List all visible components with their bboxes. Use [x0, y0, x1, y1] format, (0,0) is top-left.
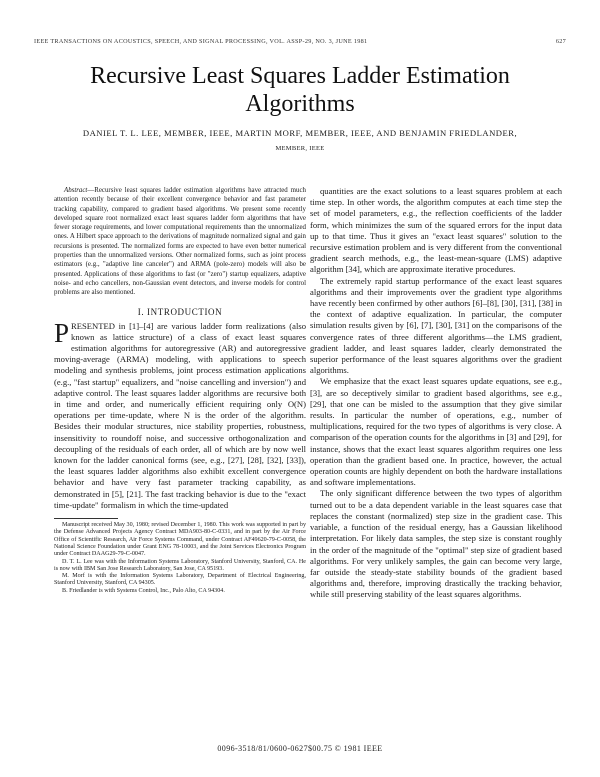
footnote-divider — [54, 518, 118, 519]
page-number: 627 — [555, 38, 566, 45]
author-line-1: DANIEL T. L. LEE, MEMBER, IEEE, MARTIN MORF, MEMBER, IEEE, AND BENJAMIN FRIEDLANDER, — [82, 128, 518, 138]
right-paragraph-2: The extremely rapid startup performance of the exact least squares algorithms and their improvements over the gradient type algorithms have recently been confirmed by other authors [6]–[8], [30], [31], [38] in the context of adaptive equalization. In particular, the computer simulation results given by [6], [7], [30], [31] on the comparisons of the convergence rates of three different algorithms—the LMS gradient, gradient ladder, and least squares ladder, clearly demonstrated the superior performance of the least squares algorithms over the gradient algorithms. — [310, 275, 562, 376]
author-line-2: MEMBER, IEEE — [275, 145, 325, 152]
running-header — [34, 38, 566, 50]
journal-citation: IEEE TRANSACTIONS ON ACOUSTICS, SPEECH, AND SIGNAL PROCESSING, VOL. ASSP-29, NO. 3, JUNE 1981 — [34, 38, 368, 45]
footnote-morf: M. Morf is with the Information Systems Laboratory, Department of Electrical Engineering, Stanford University, Stanford, CA 94305. — [54, 573, 306, 587]
footnote-friedlander: B. Friedlander is with Systems Control, Inc., Palo Alto, CA 94304. — [62, 587, 225, 594]
abstract-label: Abstract — [64, 187, 88, 194]
abstract — [54, 186, 306, 298]
author-block — [40, 126, 560, 156]
right-column — [310, 186, 562, 601]
intro-text: RESENTED in [1]–[4] are various ladder form realizations (also known as lattice structure) of a class of exact least squares estimation algorithms for autoregressive (AR) and autoregressive moving-average (ARMA) modeling, with applications to speech modeling and synthesis problems, joint process estimation applications (e.g., "fast startup" equalizers, and "noise cancelling and inversion") and adaptive control. The least squares ladder algorithms are recursive both in time and order, and numerically efficient requiring only O(N) operations per time-update, where N is the order of the algorithm. Besides their modular structures, nice stability properties, robustness, insensitivity to roundoff noise, and successive orthogonalization and decoupling of the residuals of each order, all of which are by now well known for the ladder canonical forms (see, e.g., [27], [28], [32], [33]), the least squares ladder algorithms also exhibit excellent convergence behavior and have very fast parameter tracking capability, as demonstrated in [5], [21]. The fast tracking behavior is due to the "exact time-update" formalism in which the time-updated — [54, 320, 306, 510]
right-paragraph-4: The only significant difference between the two types of algorithm turned out to be a data dependent variable in the least squares case that replaces the constant (normalized) step size in the gradient case. This variable, a function of the residual energy, has a Gaussian likelihood interpretation. For likely data samples, the step size is constant roughly in the order of the magnitude of the "optimal" step size of gradient based algorithms. For very unlikely samples, the gain can become very large, far outside the steady-state stability bounds of the gradient based algorithms and, therefore, improving drastically the tracking behavior, while still preserving stability of the least squares algorithms. — [310, 488, 562, 600]
footnote-lee: D. T. L. Lee was with the Information Systems Laboratory, Stanford University, Stanford, CA. He is now with IBM San Jose Research Laboratory, San Jose, CA 95193. — [54, 558, 306, 572]
intro-paragraph — [54, 317, 306, 511]
paper-title: Recursive Least Squares Ladder Estimation Algorithms — [90, 63, 510, 117]
drop-cap: P — [54, 317, 70, 348]
copyright-footer: 0096-3518/81/0600-0627$00.75 © 1981 IEEE — [217, 744, 383, 753]
footnote-manuscript: Manuscript received May 30, 1980; revised December 1, 1980. This work was supported in part by the Defense Advanced Projects Agency Contract MDA903-80-C-0331, and in part by the Air Force Office of Scientific Research, Air Force Systems Command, under Contract AF49620-79-C-0058, the National Science Foundation under Grant ENG 78-10003, and the Joint Services Electronics Program under Contract DAAG29-79-C-0047. — [54, 522, 306, 558]
section-heading-introduction: I. INTRODUCTION — [137, 306, 223, 317]
right-paragraph-1: quantities are the exact solutions to a least squares problem at each time step. In other words, the algorithm computes at each time step the set of model parameters, e.g., the reflection coefficients of the ladder form, which minimizes the sum of the squared errors for the input data up to that time. Thus it gives an "exact least squares" solution to the recursive estimation problem and is very different from the conventional gradient search methods, e.g., the least-mean-square (LMS) adaptive algorithm [34], which are approximate iterative procedures. — [310, 186, 562, 275]
abstract-text: —Recursive least squares ladder estimation algorithms have attracted much attention recently because of their excellent convergence behavior and fast parameter tracking capability, compared to gradient based algorithms. We present some recently developed square root normalized exact least squares ladder form algorithms that have fewer storage requirements, and lower computational requirements than the unnormalized ones. A Hilbert space approach to the derivations of magnitude normalized signal and gain recursions is presented. The normalized forms are expected to have even better numerical properties than the unnormalized versions. Other normalized forms, such as joint process estimators (e.g., "adaptive line canceler") and ARMA (pole-zero) models will also be presented. Applications of these algorithms to fast (or "zero") startup equalizers, adaptive noise- and echo cancellers, non-Gaussian event detectors, and inverse models for control problems are also mentioned. — [54, 187, 306, 297]
right-paragraph-3: We emphasize that the exact least squares update equations, see e.g., [3], are so deceptively similar to gradient based algorithms, see e.g., [29], that one can be misled to the assumption that they give similar results. In particular the number of operations, e.g., number of multiplications, required for the two types of algorithms is very close. A comparison of the operation counts for the algorithms in [3] and [29], for instance, shows that the exact least squares algorithm requires one less operation than the gradient based one. In practice, however, the actual operation counts are highly dependent on both the hardware installations and software implementations. — [310, 376, 562, 488]
left-column — [54, 186, 306, 595]
